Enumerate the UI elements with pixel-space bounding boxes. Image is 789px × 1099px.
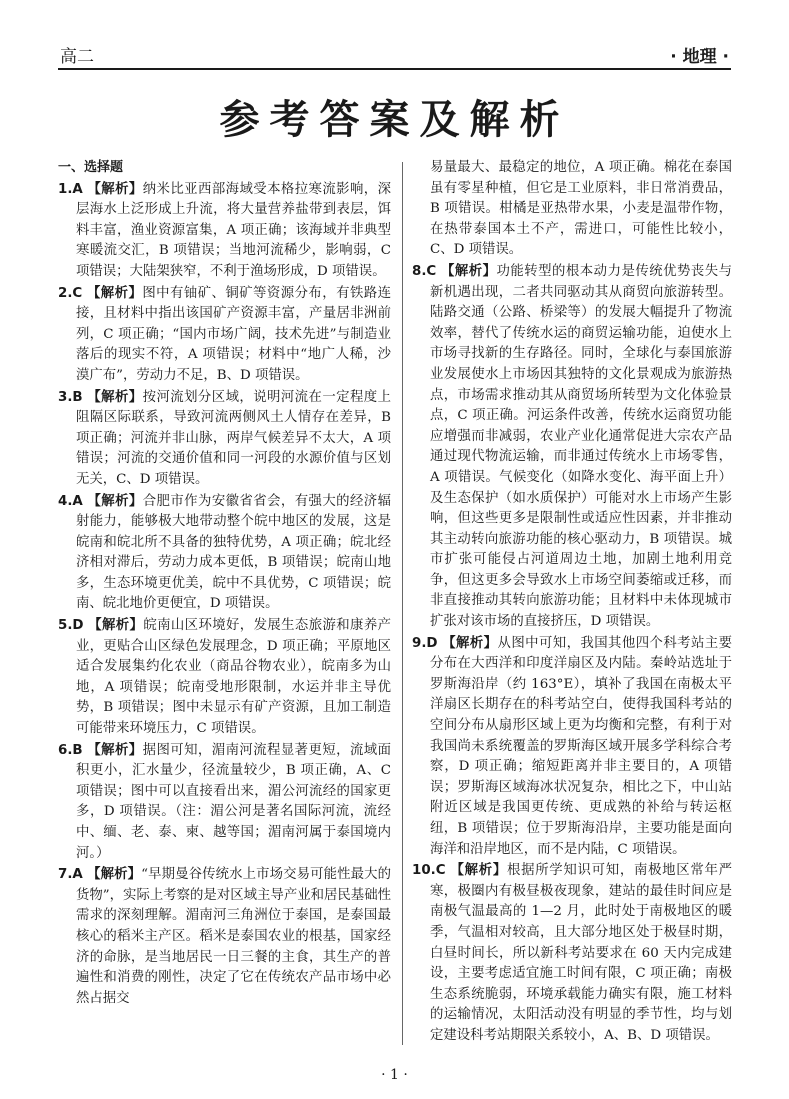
answer-item — [58, 283, 391, 387]
header-rule — [58, 68, 731, 70]
item-answer: B — [72, 389, 83, 405]
left-column — [58, 158, 391, 1009]
page-header — [58, 42, 731, 67]
item-answer: C — [426, 263, 437, 279]
answer-item — [412, 261, 732, 633]
item-answer: D — [426, 635, 438, 651]
item-answer: A — [72, 181, 83, 197]
item-text: 图中有铀矿、铜矿等资源分布，有铁路连接，且材料中指出该国矿产资源丰富，产量居非洲前列，C 项正确；“国内市场广阔，技术先进”与制造业落后的现实不符，A 项错误；材料中“地广人稀，沙漠广布”，劳动力不足，B、D 项错误。 — [76, 285, 392, 383]
item-text: 功能转型的根本动力是传统优势丧失与新机遇出现，二者共同驱动其从商贸向旅游转型。陆路交通（公路、桥梁等）的发展大幅提升了物流效率，替代了传统水运的商贸运输功能，迫使水上市场寻找新的生存路径。同时，全球化与泰国旅游业发展使水上市场因其独特的文化景观成为旅游热点，市场需求推动其从商贸场所转型为文化体验景点，C 项正确。河运条件改善，传统水运商贸功能应增强而非减弱，农业产业化通常促进大宗农产品通过现代物流运输，而非通过传统水上市场零售，A 项错误。气候变化（如降水变化、海平面上升）及生态保护（如水质保护）可能对水上市场产生影响，但这些更多是限制性或适应性因素，并非推动其主动转向旅游功能的核心驱动力，B 项错误。城市扩张可能侵占河道周边土地，加剧土地利用竞争，但这更多会导致水上市场空间萎缩或迁移，而非直接推动其转向旅游功能；且材料中未体现城市扩张对该市场的直接挤压，D 项错误。 — [430, 263, 733, 630]
item-number: 8. — [412, 263, 427, 279]
item-number: 2. — [58, 285, 73, 301]
item-text: 据图可知，湄南河流程显著更短，流域面积更小，汇水量少，径流量较少，B 项正确，A、C 项错误；图中可以直接看出来，湄公河流经的国家更多，D 项错误。（注：湄公河是著名国际河流，流经中、缅、老、泰、柬、越等国；湄南河属于泰国境内河。） — [76, 742, 392, 861]
analysis-tag: 【解析】 — [87, 180, 143, 197]
analysis-tag: 【解析】 — [87, 388, 143, 405]
analysis-tag: 【解析】 — [87, 741, 143, 758]
item-answer: D — [72, 618, 84, 634]
column-divider — [402, 162, 403, 1045]
item-text: “早期曼谷传统水上市场交易可能性最大的货物”，实际上考察的是对区域主导产业和居民基础性需求的深刻理解。湄南河三角洲位于泰国，是泰国最核心的稻米主产区。稻米是泰国农业的根基，国家经济的命脉，是当地居民一日三餐的主食，其生产的普遍性和消费的刚性，决定了它在传统农产品市场中必然占据交 — [76, 867, 391, 1006]
answer-item — [412, 633, 732, 861]
item-continuation: 易量最大、最稳定的地位，A 项正确。棉花在泰国虽有零星种植，但它是工业原料，非日常消费品，B 项错误。柑橘是亚热带水果，小麦是温带作物，在热带泰国本土不产，需进口，可能性比较小，C、D 项错误。 — [430, 160, 732, 258]
grade-label: 高二 — [60, 47, 94, 67]
item-number: 4. — [58, 493, 73, 509]
analysis-tag: 【解析】 — [442, 634, 498, 651]
analysis-tag: 【解析】 — [86, 284, 143, 301]
item-answer: A — [72, 867, 83, 883]
answer-item — [58, 179, 391, 283]
item-text: 合肥市作为安徽省省会，有强大的经济辐射能力，能够极大地带动整个皖中地区的发展，这是皖南和皖北所不具备的独特优势，A 项正确；皖北经济相对滞后，劳动力成本更低，B 项错误；皖南山地多，生态环境更优美，皖中不具优势，C 项错误；皖南、皖北地价更便宜，D 项错误。 — [76, 493, 391, 612]
answer-item — [412, 860, 732, 1046]
item-text: 皖南山区环境好，发展生态旅游和康养产业，更贴合山区绿色发展理念，D 项正确；平原地区适合发展集约化农业（商品谷物农业），皖南多为山地，A 项错误；皖南受地形限制，水运并非主导优势，B 项错误；图中未显示有矿产资源，且加工制造可能带来环境压力，C 项错误。 — [76, 618, 392, 737]
item-number: 5. — [58, 618, 73, 634]
analysis-tag: 【解析】 — [88, 617, 144, 634]
section-heading: 一、选择题 — [58, 160, 124, 175]
right-column — [412, 158, 732, 1047]
answer-item — [58, 491, 391, 616]
answer-item — [58, 387, 391, 491]
item-number: 10. — [412, 863, 436, 879]
item-number: 1. — [58, 181, 73, 197]
item-answer: C — [435, 863, 446, 879]
answer-item — [58, 864, 391, 1009]
item-answer: C — [72, 285, 83, 301]
answer-item — [58, 615, 391, 740]
analysis-tag: 【解析】 — [87, 492, 143, 509]
item-number: 3. — [58, 389, 73, 405]
page-number: · 1 · — [381, 1067, 408, 1083]
item-text: 按河流划分区域，说明河流在一定程度上阻隔区际联系，导致河流两侧风土人情存在差异，B 项正确；河流并非山脉，两岸气候差异不太大，A 项错误；河流的交通价值和同一河段的水源价值与区划无关，C、D 项错误。 — [76, 389, 392, 487]
page-title: 参考答案及解析 — [219, 97, 570, 143]
answer-item — [58, 740, 391, 865]
item-text: 纳米比亚西部海域受本格拉寒流影响，深层海水上泛形成上升流，将大量营养盐带到表层，饵料丰富，渔业资源富集，A 项正确；该海域并非典型寒暖流交汇，B 项错误；当地河流稀少，影响弱，C 项错误；大陆架狭窄，不利于渔场形成，D 项错误。 — [76, 181, 391, 279]
analysis-tag: 【解析】 — [440, 262, 497, 279]
item-text: 根据所学知识可知，南极地区常年严寒，极圈内有极昼极夜现象，建站的最佳时间应是南极气温最高的 1—2 月，此时处于南极地区的暖季，气温相对较高，且大部分地区处于极昼时期，白昼时间长，所以新科考站要求在 60 天内完成建设，主要考虑适宜施工时间有限，C 项正确；南极生态系统脆弱，环境承载能力确实有限，施工材料的运输情况，太阳活动没有明显的季节性，均与划定建设科考站期限关系较小，A、B、D 项错误。 — [430, 863, 733, 1043]
analysis-tag: 【解析】 — [450, 862, 507, 879]
item-answer: A — [72, 493, 83, 509]
item-number: 9. — [412, 635, 427, 651]
subject-label: · 地理 · — [670, 47, 729, 67]
analysis-tag: 【解析】 — [87, 866, 142, 883]
item-number: 7. — [58, 867, 73, 883]
item-answer: B — [72, 742, 83, 758]
item-text: 从图中可知，我国其他四个科考站主要分布在大西洋和印度洋扇区及内陆。秦岭站选址于罗斯海沿岸（约 163°E），填补了我国在南极太平洋扇区长期存在的科考站空白，使得我国科考站的空间分布从扇形区域上更为均衡和完整，有利于对我国尚未系统覆盖的罗斯海区域开展多学科综合考察，D 项正确；缩短距离并非主要目的，A 项错误；罗斯海区域海冰状况复杂，相比之下，中山站附近区域是我国更传统、更成熟的补给与转运枢纽，B 项错误；位于罗斯海沿岸，主要功能是面向海洋和沿岸地区，而不是内陆，C 项错误。 — [430, 635, 732, 857]
item-number: 6. — [58, 742, 73, 758]
